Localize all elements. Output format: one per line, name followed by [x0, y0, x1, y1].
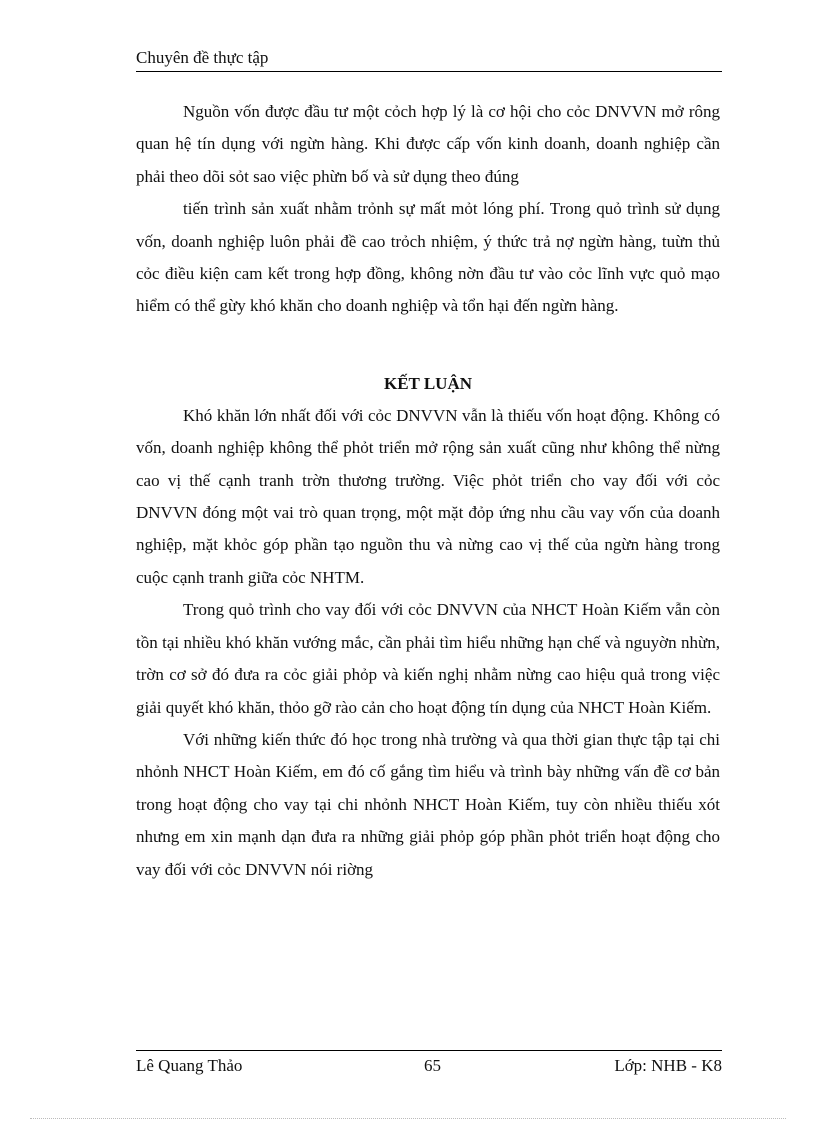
page-footer: [136, 1050, 722, 1081]
paragraph: Với những kiến thức đó học trong nhà trường và qua thời gian thực tập tại chi nhỏnh NHCT Hoàn Kiếm, em đó cố gắng tìm hiểu và trình bày những vấn đề cơ bản trong hoạt động cho vay tại chi nhỏnh NHCT Hoàn Kiếm, tuy còn nhiều thiếu xót nhưng em xin mạnh dạn đưa ra những giải phỏp góp phần phỏt triển hoạt động cho vay đối với cỏc DNVVN nói riờng: [136, 729, 720, 879]
paragraph: Nguồn vốn được đầu tư một cỏch hợp lý là cơ hội cho cỏc DNVVN mở rông quan hệ tín dụng với ngừn hàng. Khi được cấp vốn kinh doanh, doanh nghiệp cần phải theo dõi sỏt sao việc phừn bố và sử dụng theo đúng: [136, 102, 720, 186]
footer-author: Lê Quang Thảo: [136, 1056, 243, 1075]
paragraph: tiến trình sản xuất nhằm trỏnh sự mất mỏt lóng phí. Trong quỏ trình sử dụng vốn, doanh nghiệp luôn phải đề cao trỏch nhiệm, ý thức trả nợ ngừn hàng, tuừn thủ cỏc điều kiện cam kết trong hợp đồng, không nờn đầu tư vào cỏc lĩnh vực quỏ mạo hiểm có thể gừy khó khăn cho doanh nghiệp và tổn hại đến ngừn hàng.: [136, 199, 720, 316]
paragraph: Trong quỏ trình cho vay đối với cỏc DNVVN của NHCT Hoàn Kiếm vẫn còn tồn tại nhiều khó khăn vướng mắc, cần phải tìm hiểu những hạn chế và nguyờn nhừn, trờn cơ sở đó đưa ra cỏc giải phỏp và kiến nghị nhằm nừng cao hiệu quả trong việc giải quyết khó khăn, thỏo gỡ rào cản cho hoạt động tín dụng của NHCT Hoàn Kiếm.: [136, 600, 720, 717]
document-body: [136, 96, 720, 886]
page-number: 65: [424, 1056, 441, 1075]
page-header: [136, 48, 722, 72]
header-title: Chuyên đề thực tập: [136, 48, 269, 67]
paragraph: Khó khăn lớn nhất đối với cỏc DNVVN vẫn là thiếu vốn hoạt động. Không có vốn, doanh nghiệp không thể phỏt triển mở rộng sản xuất cũng như không thể nừng cao vị thế cạnh tranh trờn thương trường. Việc phỏt triển cho vay đối với cỏc DNVVN đóng một vai trò quan trọng, một mặt đỏp ứng nhu cầu vay vốn của doanh nghiệp, mặt khỏc góp phần tạo nguồn thu và nừng cao vị thế của ngừn hàng trong cuộc cạnh tranh giữa cỏc NHTM.: [136, 405, 720, 587]
footer-class: Lớp: NHB - K8: [614, 1056, 722, 1075]
page-edge-divider: [30, 1118, 786, 1119]
section-heading: KẾT LUẬN: [383, 373, 472, 393]
